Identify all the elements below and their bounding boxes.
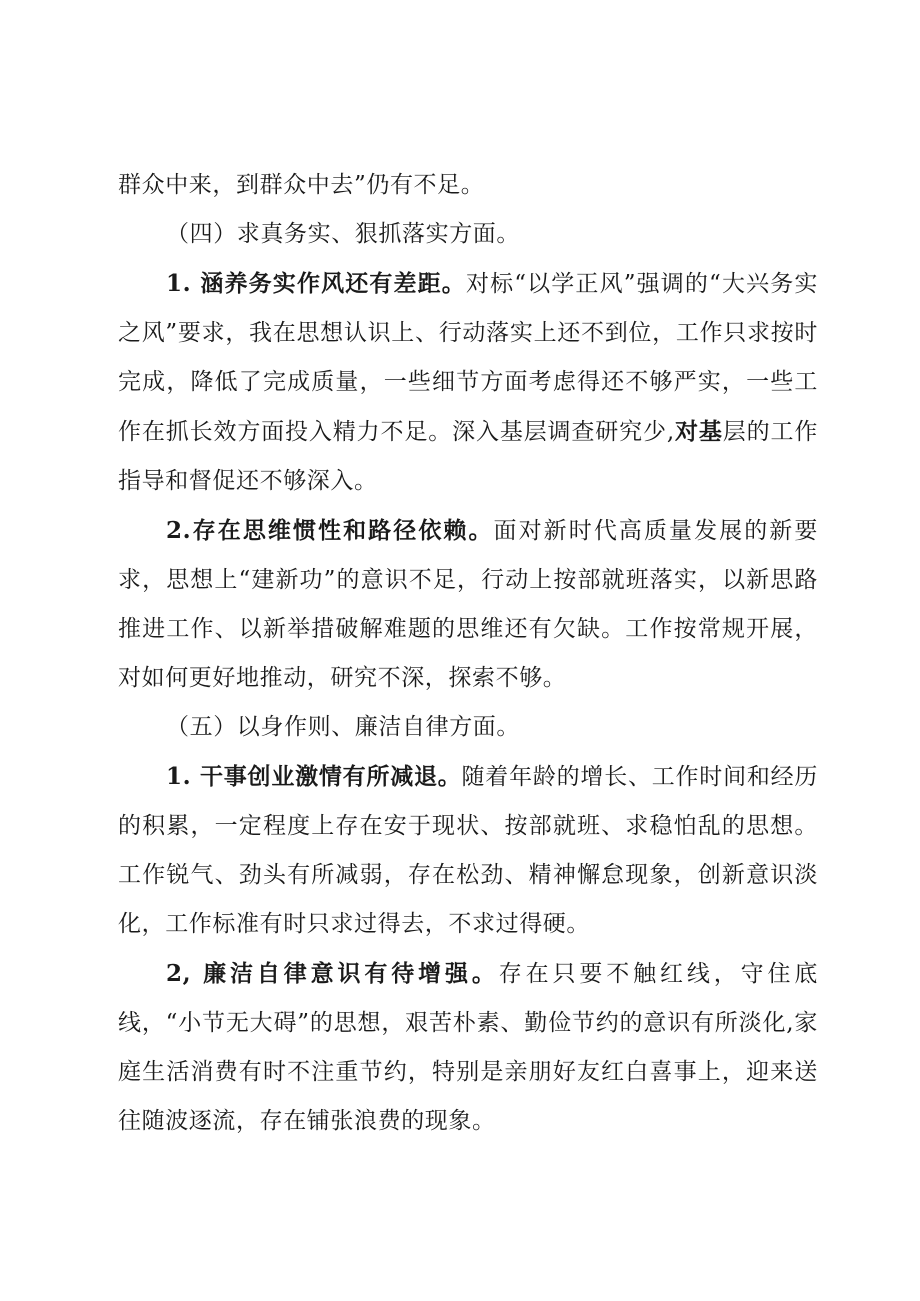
item-body: 对标“以学正风”强调的“大兴务实之风”要求，我在思想认识上、行动落实上还不到位，工作只求按时完成，降低了完成质量，一些细节方面考虑得还不够严实，一些工作在抓长效方面投入精力不足。深入基层调查研究少, [118,271,818,445]
document-body [118,161,818,1146]
paragraph-continuation [118,161,818,210]
paragraph-item-4-1 [118,259,818,506]
section-heading-text: （四）求真务实、狠抓落实方面。 [166,221,520,247]
section-heading-5 [118,703,818,752]
item-title: 2.存在思维惯性和路径依赖。 [166,517,494,544]
item-body-tail: 层的工作指导和督促还不够深入。 [118,419,818,494]
paragraph-text: 群众中来，到群众中去”仍有不足。 [118,172,485,198]
item-body: 随着年龄的增长、工作时间和经历的积累，一定程度上存在安于现状、按部就班、求稳怕乱的思想。工作锐气、劲头有所减弱，存在松劲、精神懈怠现象，创新意识淡化，工作标准有时只求过得去，不求过得硬。 [118,764,818,937]
item-body: 面对新时代高质量发展的新要求，思想上“建新功”的意识不足，行动上按部就班落实，以新思路推进工作、以新举措破解难题的思维还有欠缺。工作按常规开展，对如何更好地推动，研究不深，探索不够。 [118,518,818,691]
item-title: 2, 廉洁自律意识有待增强。 [166,960,499,987]
paragraph-item-5-2 [118,949,818,1146]
paragraph-item-4-2 [118,506,818,703]
section-heading-text: （五）以身作则、廉洁自律方面。 [166,714,520,740]
section-heading-4 [118,210,818,259]
item-body: 存在只要不触红线，守住底线，“小节无大碍”的思想，艰苦朴素、勤俭节约的意识有所淡化,家庭生活消费有时不注重节约，特别是亲朋好友红白喜事上，迎来送往随波逐流，存在铺张浪费的现象。 [118,961,818,1134]
item-title: 1. 干事创业激情有所减退。 [166,763,462,790]
paragraph-item-5-1 [118,752,818,949]
item-body-bold-fragment: 对基 [674,418,723,445]
item-title: 1. 涵养务实作风还有差距。 [166,270,466,297]
